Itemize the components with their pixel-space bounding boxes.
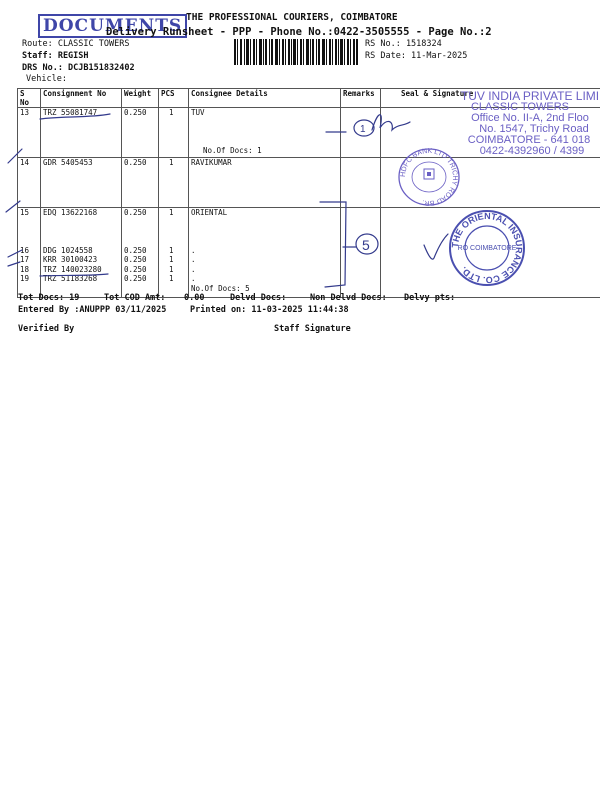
delivered-docs: Delvd Docs: [230,293,287,303]
underline-19 [40,274,108,276]
tick-18 [8,262,20,266]
col-pcs: PCS [159,89,189,108]
cell-consignment: TRZ 55081747 [41,108,122,158]
docs-count: No.Of Docs: 1 [203,146,262,155]
verified-by: Verified By [18,324,75,334]
tick-15 [6,201,20,212]
underline-mark [40,114,110,119]
tick-17 [8,250,22,257]
total-docs: Tot Docs: 19 [18,293,80,303]
company-title: THE PROFESSIONAL COURIERS, COIMBATORE [186,12,398,23]
remark-13-text: 1 [360,124,366,135]
cell-pcs-group: 1 1 1 1 1 [159,208,189,298]
cell-consignee: RAVIKUMAR [189,158,341,208]
oriental-stamp-text: THE ORIENTAL INSURANCE CO. LTD. [449,210,525,286]
delivery-points: Delvy pts: [404,293,456,303]
cell-consignee-group: ORIENTAL . . . . No.Of Docs: 5 [189,208,341,298]
documents-stamp: DOCUMENTS [38,14,187,38]
col-consignment: Consignment No [41,89,122,108]
drs-number: DRS No.: DCJB151832402 [22,63,135,73]
staff-label: Staff: REGISH [22,51,89,61]
remark-group-text: 5 [362,237,370,253]
col-seal: Seal & Signature [381,89,600,108]
oriental-stamp [446,208,528,288]
tuv-stamp-line: 0422-4392960 / 4399 [479,145,585,157]
cell-weight: 0.250 [122,158,159,208]
cell-sno-group: 15 16 17 18 19 [18,208,41,298]
cell-consignee: TUV No.Of Docs: 1 [189,108,341,158]
cell-pcs: 1 [159,108,189,158]
cell-sno: 14 [18,158,41,208]
hdfc-stamp-text: HDFC BANK LTD TRICHY ROAD BR. [399,147,459,207]
cell-consignment-group: EDQ 13622168 DDG 1024558 KRR 30100423 TRZ 140023280 TRZ 51183268 [41,208,122,298]
cell-sno: 13 [18,108,41,158]
oriental-stamp-inner: RO COIMBATORE [457,245,517,252]
tuv-stamp-line: TUV INDIA PRIVATE LIMI [460,89,600,103]
total-cod-label: Tot COD Amt: [104,293,166,303]
total-cod-amount: 0.00 [184,293,205,303]
cell-pcs: 1 [159,158,189,208]
rs-number: RS No.: 1518324 [365,39,442,49]
non-delivered-docs: Non Delvd Docs: [310,293,387,303]
runsheet-subtitle: Delivery Runsheet - PPP - Phone No.:0422-3505555 - Page No.:2 [106,26,492,38]
tuv-stamp-line: CLASSIC TOWERS [470,101,569,113]
rs-date: RS Date: 11-Mar-2025 [365,51,468,61]
tuv-stamp-line: No. 1547, Trichy Road [479,123,589,135]
col-sno: S No [18,89,41,108]
printed-on: Printed on: 11-03-2025 11:44:38 [190,305,349,315]
tuv-stamp-line: Office No. II-A, 2nd Floo [471,112,589,124]
docs-count: No.Of Docs: 5 [191,283,250,293]
route-label: Route: CLASSIC TOWERS [22,39,130,49]
signature-13 [372,115,410,130]
tick-group [424,234,448,259]
cell-weight: 0.250 [122,108,159,158]
staff-signature: Staff Signature [274,324,351,334]
vehicle-label: Vehicle: [26,74,67,84]
col-weight: Weight [122,89,159,108]
hdfc-stamp [394,146,464,208]
col-remarks: Remarks [341,89,381,108]
tuv-stamp-line: COIMBATORE - 641 018 [467,134,591,146]
cell-consignment: GDR 5405453 [41,158,122,208]
col-consignee: Consignee Details [189,89,341,108]
bracket-group [320,202,346,287]
cell-weight-group: 0.250 0.250 0.250 0.250 0.250 [122,208,159,298]
entered-by: Entered By :ANUPPP 03/11/2025 [18,305,167,315]
tick-14 [8,149,22,163]
